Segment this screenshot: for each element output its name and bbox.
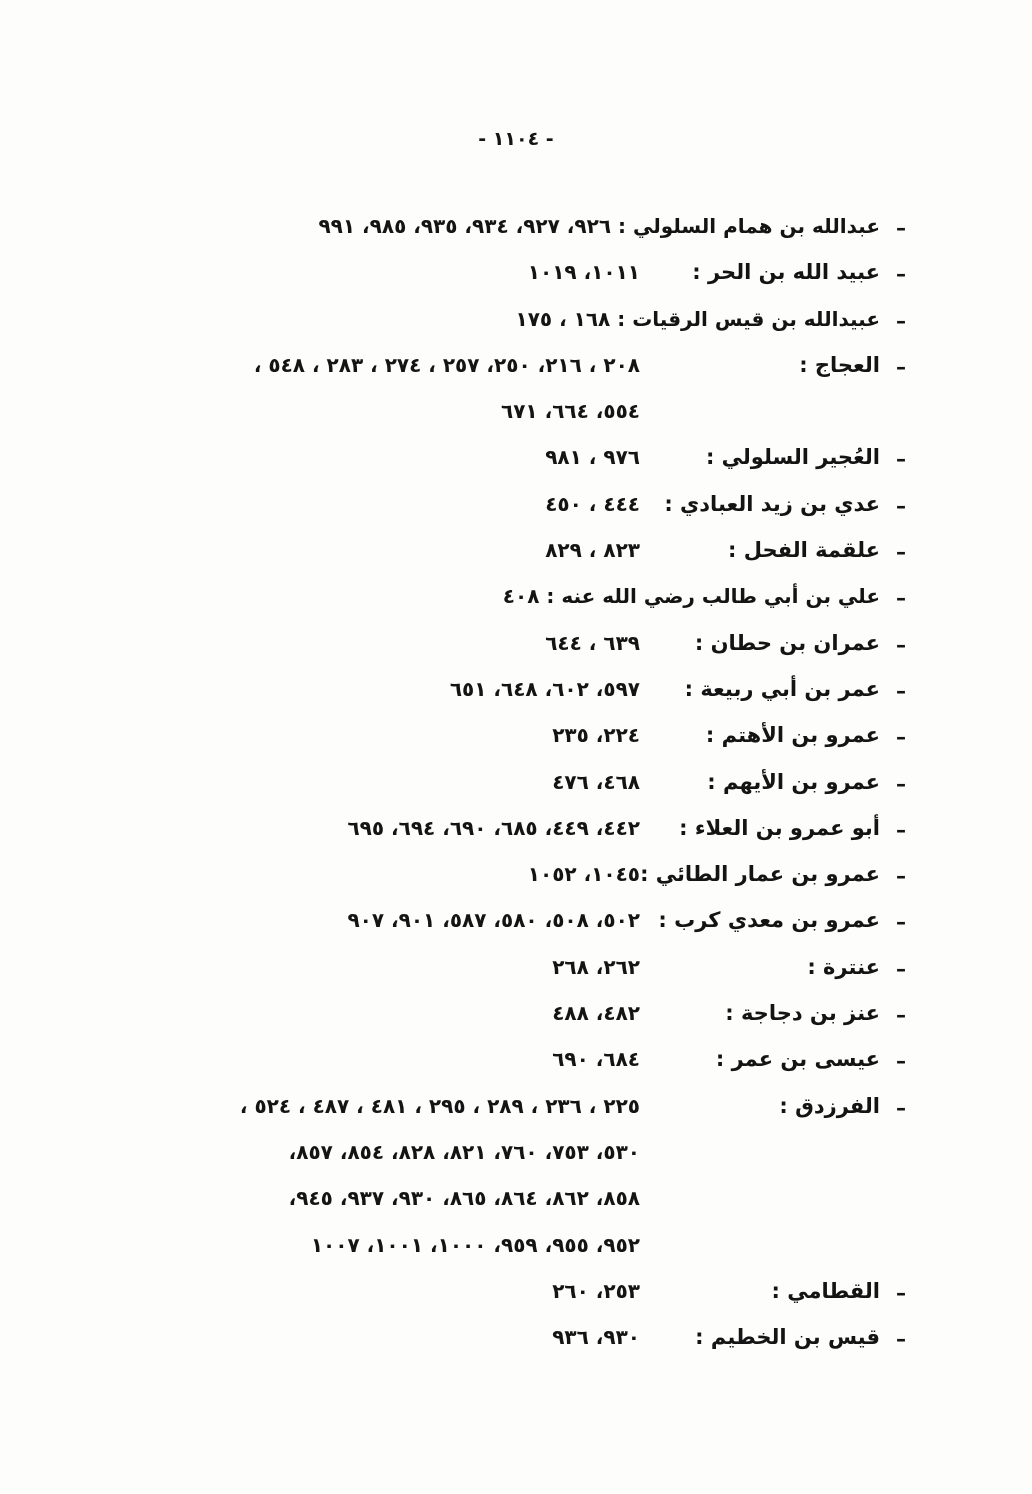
page-references: ٩٧٦ ، ٩٨١ [545,445,640,470]
poet-name: العجاج : [799,352,880,377]
index-entry [0,1092,1032,1138]
poet-name: عمرو بن الأيهم : [707,769,880,794]
page-references: ٤٤٢، ٤٤٩، ٦٨٥، ٦٩٠، ٦٩٤، ٦٩٥ [347,815,640,840]
poet-name: عمران بن حطان : [694,630,880,655]
entry-dash: – [896,586,906,611]
index-entry-continuation [0,397,1032,443]
poet-name: العُجير السلولي : [705,445,880,470]
index-entry [0,212,1032,258]
page-number: - ١١٠٤ - [478,128,554,150]
entry-dash: – [896,1327,906,1352]
entry-line: عبدالله بن همام السلولي : ٩٢٦، ٩٢٧، ٩٣٤، ٩٣٥، ٩٨٥، ٩٩١ [318,214,880,238]
page-references: ٢٢٥ ، ٢٣٦ ، ٢٨٩ ، ٢٩٥ ، ٤٨١ ، ٤٨٧ ، ٥٢٤ ، [239,1093,640,1118]
entry-dash: – [896,910,906,935]
entry-dash: – [896,1095,906,1120]
index-entry [0,536,1032,582]
index-entry [0,814,1032,860]
index-entry-continuation [0,1138,1032,1184]
poet-name: قيس بن الخطيم : [695,1325,880,1350]
poet-name: عمرو بن معدي كرب : [658,908,880,933]
entry-dash: – [896,493,906,518]
page-references: ٢٠٨ ، ٢١٦، ٢٥٠، ٢٥٧ ، ٢٧٤ ، ٢٨٣ ، ٥٤٨ ، [253,352,640,377]
index-entry-continuation [0,1184,1032,1230]
poet-name: القطامي : [771,1278,880,1303]
index-entry [0,629,1032,675]
index-entry [0,675,1032,721]
index-entry [0,490,1032,536]
index-entry [0,582,1032,628]
index-entry [0,1045,1032,1091]
entry-dash: – [896,771,906,796]
entry-dash: – [896,308,906,333]
index-entry-list [0,212,1032,1369]
entry-dash: – [896,632,906,657]
page-references: ٥٩٧، ٦٠٢، ٦٤٨، ٦٥١ [449,676,640,701]
entry-line: علي بن أبي طالب رضي الله عنه : ٤٠٨ [502,584,880,609]
page-references: ٤٦٨، ٤٧٦ [552,769,640,794]
page-references: ٩٣٠، ٩٣٦ [552,1325,640,1350]
poet-name: عمر بن أبي ربيعة : [684,676,880,701]
page-references: ٨٢٣ ، ٨٢٩ [545,538,640,563]
index-entry [0,1277,1032,1323]
page-references: ٩٥٢، ٩٥٥، ٩٥٩، ١٠٠٠، ١٠٠١، ١٠٠٧ [310,1232,640,1257]
poet-name: علقمة الفحل : [728,538,880,563]
page-references: ١٠٤٥، ١٠٥٢ [527,862,640,887]
entry-dash: – [896,216,906,240]
poet-name: عنز بن دجاجة : [725,1001,880,1026]
page-references: ٤٤٤ ، ٤٥٠ [545,491,640,516]
entry-dash: – [896,262,906,287]
index-entry [0,258,1032,304]
index-entry [0,443,1032,489]
index-entry [0,860,1032,906]
poet-name: أبو عمرو بن العلاء : [679,815,880,840]
poet-name: عنترة : [807,954,880,979]
index-entry [0,768,1032,814]
page-references: ٢٢٤، ٢٣٥ [552,723,640,748]
page-references: ٥٥٤، ٦٦٤، ٦٧١ [501,399,640,424]
page-references: ٦٨٤، ٦٩٠ [552,1047,640,1072]
entry-dash: – [896,1280,906,1305]
index-entry [0,305,1032,351]
poet-name: عمرو بن عمار الطائي : [640,862,880,887]
page-references: ١٠١١، ١٠١٩ [527,260,640,285]
page-references: ٥٠٢، ٥٠٨، ٥٨٠، ٥٨٧، ٩٠١، ٩٠٧ [347,908,640,933]
poet-name: عمرو بن الأهتم : [705,723,880,748]
entry-dash: – [896,354,906,379]
page-references: ٢٥٣، ٢٦٠ [552,1278,640,1303]
index-entry [0,999,1032,1045]
entry-dash: – [896,864,906,889]
page-references: ٦٣٩ ، ٦٤٤ [545,630,640,655]
entry-dash: – [896,956,906,981]
index-entry [0,906,1032,952]
entry-line: عبيدالله بن قيس الرقيات : ١٦٨ ، ١٧٥ [515,306,880,331]
entry-dash: – [896,1003,906,1028]
entry-dash: – [896,540,906,565]
page-references: ٢٦٢، ٢٦٨ [552,954,640,979]
index-entry [0,1323,1032,1369]
page-references: ٥٣٠، ٧٥٣، ٧٦٠، ٨٢١، ٨٢٨، ٨٥٤، ٨٥٧، [288,1139,640,1164]
page-references: ٨٥٨، ٨٦٢، ٨٦٤، ٨٦٥، ٩٣٠، ٩٣٧، ٩٤٥، [288,1186,640,1211]
index-entry [0,351,1032,397]
poet-name: عدي بن زيد العبادي : [664,491,880,516]
index-entry [0,953,1032,999]
index-entry [0,721,1032,767]
page-references: ٤٨٢، ٤٨٨ [552,1001,640,1026]
poet-name: عيسى بن عمر : [715,1047,880,1072]
entry-dash: – [896,447,906,472]
poet-name: عبيد الله بن الحر : [692,260,880,285]
entry-dash: – [896,817,906,842]
entry-dash: – [896,678,906,703]
poet-name: الفرزدق : [779,1093,880,1118]
index-entry-continuation [0,1231,1032,1277]
entry-dash: – [896,725,906,750]
entry-dash: – [896,1049,906,1074]
